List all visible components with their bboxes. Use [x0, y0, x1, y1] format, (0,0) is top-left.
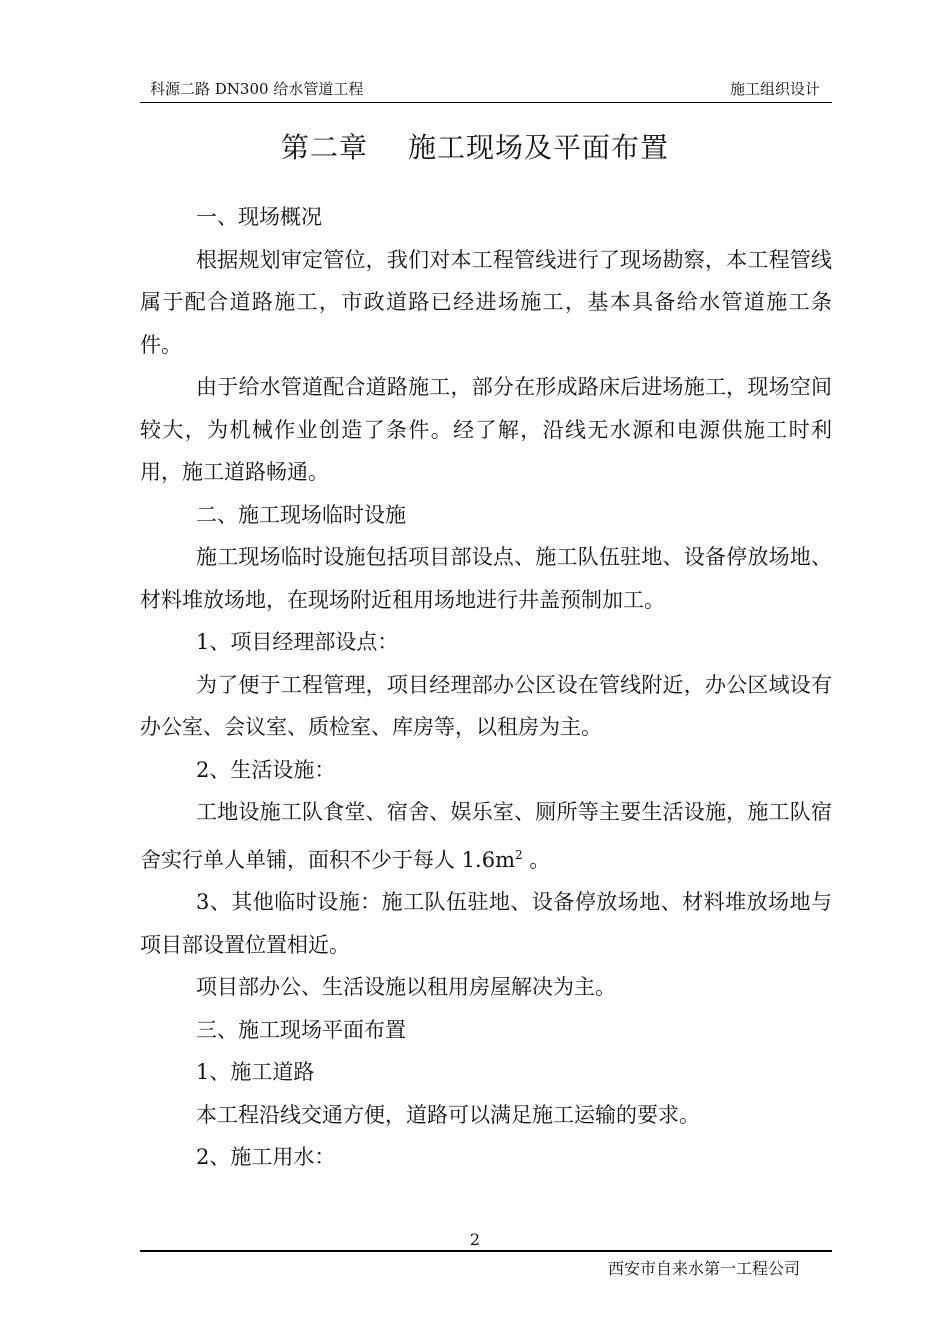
footer-company: 西安市自来水第一工程公司: [607, 1259, 800, 1278]
header-divider: [140, 102, 832, 103]
paragraph: 为了便于工程管理，项目经理部办公区设在管线附近，办公区域设有办公室、会议室、质检室、库房等，以租房为主。: [140, 672, 832, 739]
page-number: 2: [469, 1230, 481, 1249]
chapter-number: 第二章: [280, 131, 368, 164]
paragraph: 施工现场临时设施包括项目部设点、施工队伍驻地、设备停放场地、材料堆放场地，在现场附近租用场地进行井盖预制加工。: [140, 545, 832, 612]
header-project-name: 科源二路 DN300 给水管道工程: [150, 80, 364, 98]
header-document-type: 施工组织设计: [729, 80, 820, 98]
section-heading: 二、施工现场临时设施: [196, 502, 406, 527]
superscript: 2: [514, 847, 523, 862]
section-heading: 一、现场概况: [196, 205, 322, 229]
subsection-heading: 1、项目经理部设点：: [196, 630, 399, 654]
footer-divider: [140, 1250, 832, 1252]
chapter-title: [0, 126, 950, 166]
page-header: [140, 72, 830, 100]
paragraph: [140, 791, 832, 881]
paragraph-text: 工地设施工队食堂、宿舍、娱乐室、厕所等主要生活设施，施工队宿舍实行单人单铺，面积不少于每人 1.6m: [140, 800, 832, 872]
chapter-name: 施工现场及平面布置: [408, 131, 670, 164]
subsection-heading: 2、生活设施：: [196, 757, 336, 782]
document-body: [140, 196, 832, 1179]
paragraph: 项目部办公、生活设施以租用房屋解决为主。: [196, 975, 616, 999]
paragraph: 由于给水管道配合道路施工，部分在形成路床后进场施工，现场空间较大，为机械作业创造了条件。经了解，沿线无水源和电源供施工时利用，施工道路畅通。: [140, 375, 832, 484]
subsection-heading: 1、施工道路: [196, 1060, 315, 1084]
paragraph: 本工程沿线交通方便，道路可以满足施工运输的要求。: [196, 1102, 700, 1127]
subsection-heading: 2、施工用水：: [196, 1145, 336, 1169]
section-heading: 三、施工现场平面布置: [196, 1017, 406, 1042]
paragraph: 3、其他临时设施：施工队伍驻地、设备停放场地、材料堆放场地与项目部设置位置相近。: [140, 890, 832, 957]
paragraph-text: 。: [522, 847, 551, 872]
paragraph: 根据规划审定管位，我们对本工程管线进行了现场勘察，本工程管线属于配合道路施工，市政道路已经进场施工，基本具备给水管道施工条件。: [140, 247, 832, 357]
